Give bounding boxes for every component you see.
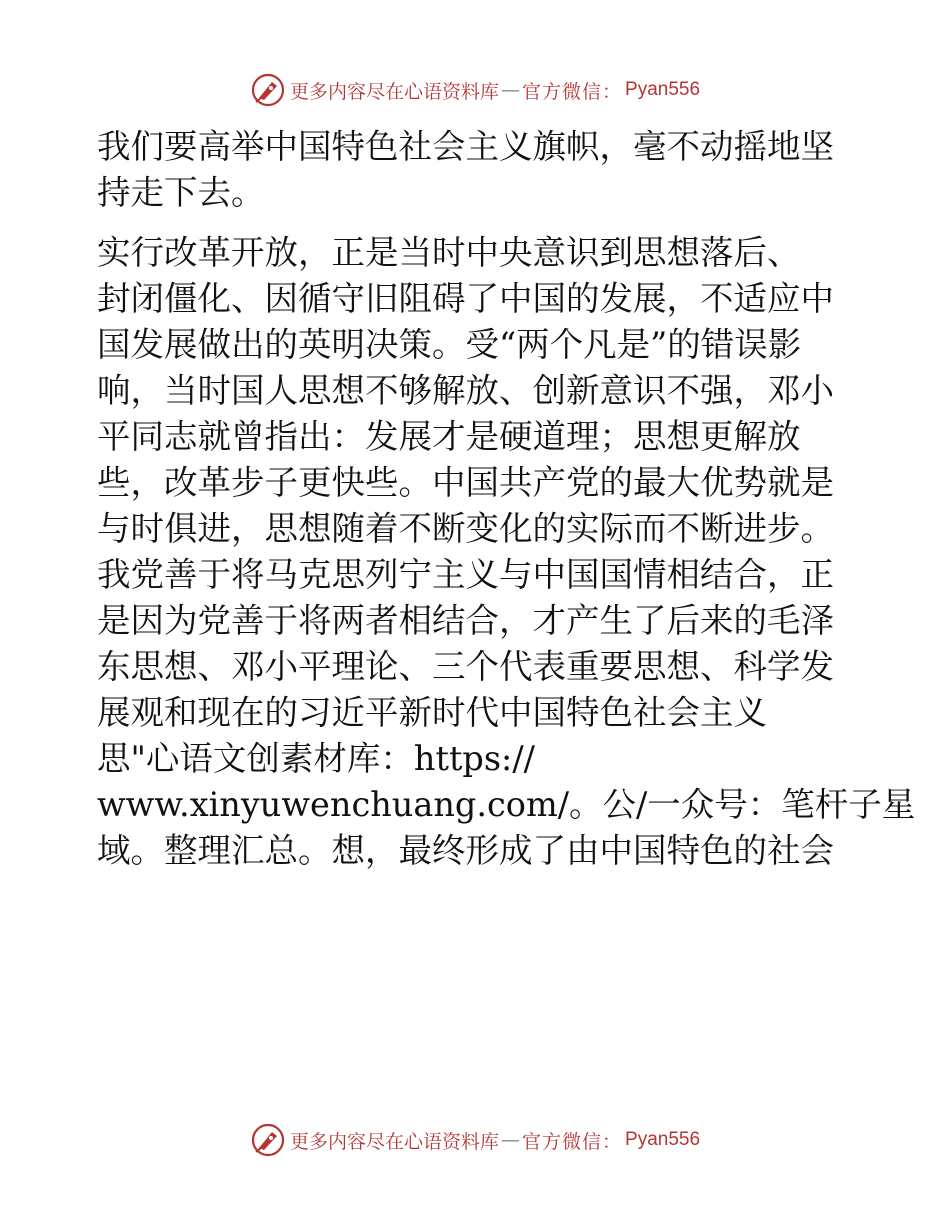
text-line: 与时俱进，思想随着不断变化的实际而不断进步。 (97, 509, 834, 548)
banner-brand-text: 更多内容尽在心语资料库 (289, 80, 499, 103)
banner-separator: — (500, 1129, 520, 1151)
text-line: 我们要高举中国特色社会主义旗帜，毫不动摇地坚 (97, 127, 834, 166)
banner-colon: ： (602, 80, 622, 103)
text-line: 些，改革步子更快些。中国共产党的最大优势就是 (97, 463, 834, 502)
text-line: 封闭僵化、因循守旧阻碍了中国的发展，不适应中 (97, 279, 834, 318)
pen-nib-logo-icon (250, 1122, 286, 1158)
text-line: 是因为党善于将两者相结合，才产生了后来的毛泽 (97, 601, 834, 640)
text-line: 响，当时国人思想不够解放、创新意识不强，邓小 (97, 371, 834, 410)
text-line: 实行改革开放，正是当时中央意识到思想落后、 (97, 233, 801, 272)
banner-wechat-label: 官方微信 (521, 1130, 602, 1153)
banner-brand-text: 更多内容尽在心语资料库 (289, 1130, 499, 1153)
banner-separator: — (500, 79, 520, 101)
text-line: 思"心语文创素材库：https:// (97, 739, 535, 778)
pen-nib-logo-icon (250, 72, 286, 108)
text-line: www.xinyuwenchuang.com/。公/一众号：笔杆子星 (97, 785, 916, 824)
text-line: 东思想、邓小平理论、三个代表重要思想、科学发 (97, 647, 834, 686)
text-line: 我党善于将马克思列宁主义与中国国情相结合，正 (97, 555, 834, 594)
text-line: 展观和现在的习近平新时代中国特色社会主义 (97, 693, 767, 732)
text-line: 平同志就曾指出：发展才是硬道理；思想更解放 (97, 417, 801, 456)
text-line: 域。整理汇总。想，最终形成了由中国特色的社会 (97, 831, 834, 870)
document-body (97, 124, 916, 874)
text-line: 持走下去。 (97, 173, 265, 212)
paragraph-1 (97, 124, 857, 216)
header-watermark-banner (0, 70, 950, 110)
banner-wechat-label: 官方微信 (521, 80, 602, 103)
footer-watermark-banner (0, 1120, 950, 1160)
text-line: 国发展做出的英明决策。受“两个凡是”的错误影 (97, 325, 802, 364)
paragraph-2 (97, 230, 916, 874)
banner-wechat-id: Pyan556 (625, 1129, 701, 1150)
banner-wechat-id: Pyan556 (625, 79, 701, 100)
banner-colon: ： (602, 1130, 622, 1153)
